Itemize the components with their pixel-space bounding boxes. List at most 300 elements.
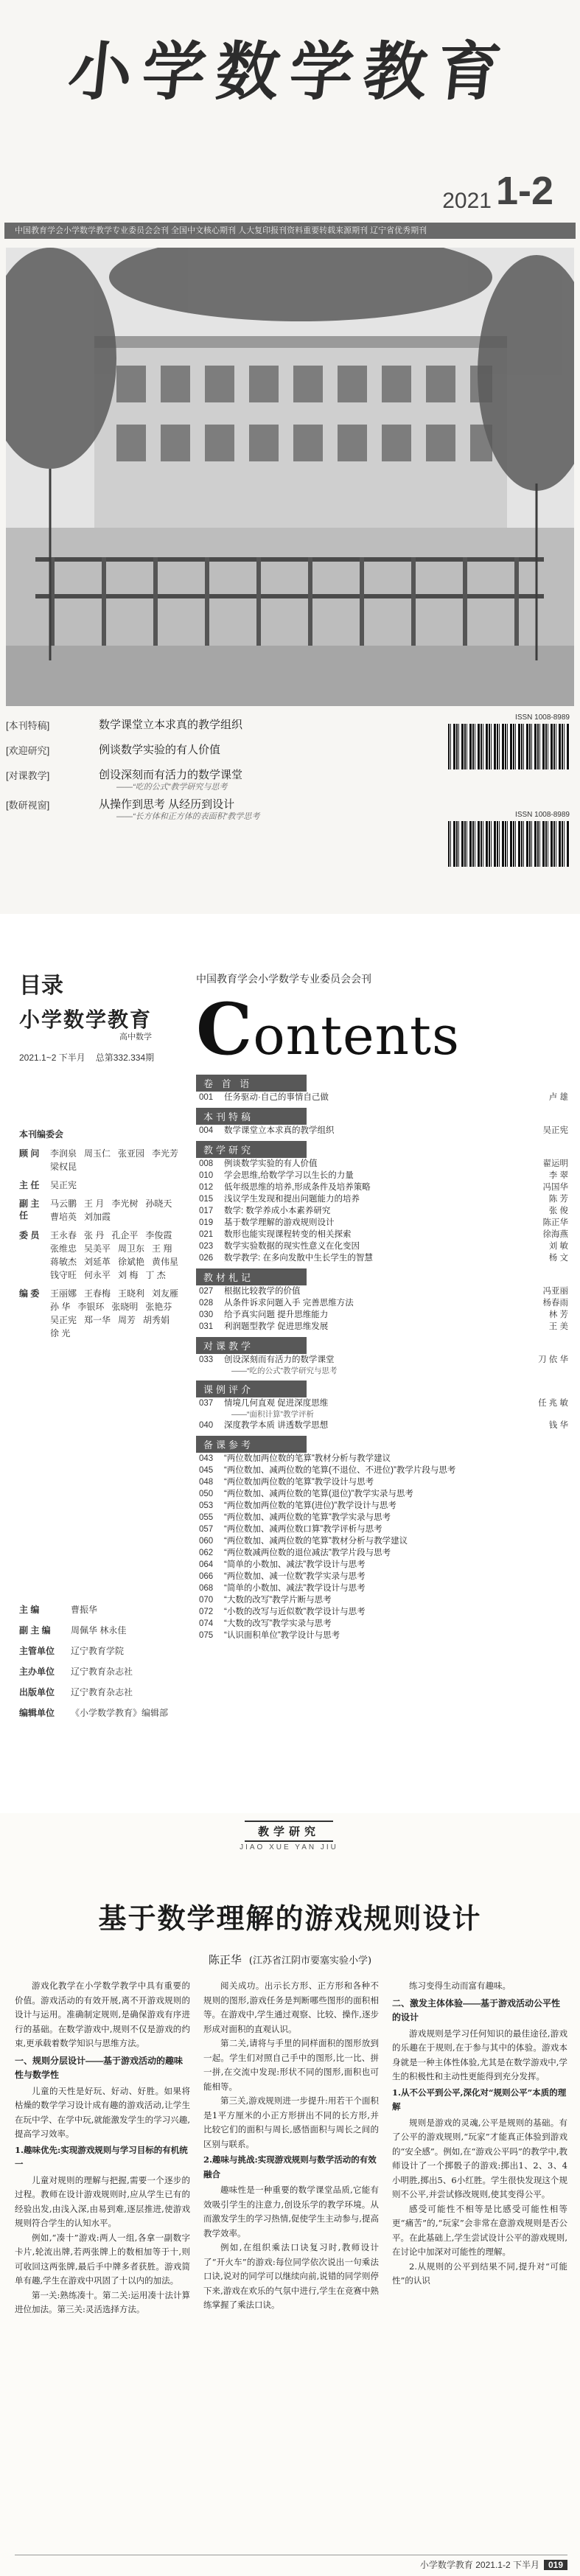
barcode-icon [448,821,570,867]
cover-toc-category: [本刊特稿] [6,720,50,731]
toc-entry-page: 050 [199,1490,214,1498]
toc-entry-page: 057 [199,1525,214,1534]
toc-entry-page: 043 [199,1454,214,1463]
toc-section-heading: 教材札记 [196,1268,307,1285]
cover-toc-item [6,741,419,767]
toc-entry-author [512,1606,568,1618]
toc-section [196,1337,568,1376]
toc-entry-author [512,1476,568,1488]
toc-entry [196,1630,568,1641]
publication-row [19,1624,185,1636]
toc-entry-author [512,1512,568,1523]
toc-entry [196,1476,568,1488]
article-column-3 [392,1979,567,2554]
toc-entry-author [512,1559,568,1571]
editorial-name: 徐 光 [50,1328,71,1338]
cover-page [0,0,580,914]
article-paragraph: 第二关,请将与手里的同样面积的图形放到一起。学生们对照自己手中的图形,比一比、拼一拼,在交流中发现:形状不同的图形,面积也可能相等。 [203,2038,379,2092]
editorial-names [50,1229,185,1281]
toc-section [196,1436,568,1641]
cover-year: 2021 [442,189,492,213]
toc-entry-page: 031 [199,1322,214,1331]
toc-entry-title: 根据比较教学的价值 [224,1287,301,1296]
editorial-name: 王春梅 [84,1288,111,1299]
toc-entry-author: 陈正华 [542,1218,568,1227]
toc-entry-title: 例谈数学实验的有人价值 [224,1159,318,1168]
toc-left-panel [9,914,189,1813]
toc-section [196,1075,568,1103]
editorial-role: 编 委 [19,1288,40,1299]
editorial-name: 李光芳 [152,1148,179,1159]
toc-entry-subtitle: ——“面积计算”教学评析 [231,1410,314,1419]
editorial-names [50,1148,185,1173]
editorial-name: 张艳芬 [145,1302,172,1312]
toc-entry-page: 023 [199,1242,214,1251]
toc-entry-author: 卢 雄 [548,1093,568,1102]
cover-toc-title: 例谈数学实验的有人价值 [99,744,221,756]
toc-entry-author: 张 俊 [548,1207,568,1215]
article-body [15,1979,567,2554]
toc-entry-author: 李 翠 [548,1171,568,1180]
editorial-name: 刘加霞 [84,1212,111,1222]
editorial-role: 副 主 任 [19,1198,40,1221]
editorial-name: 曹培英 [50,1212,77,1222]
toc-entry [196,1252,568,1264]
publication-key: 主管单位 [19,1646,55,1656]
editorial-board-title: 本刊编委会 [19,1129,64,1139]
cover-toc [6,716,419,825]
toc-entry-author [512,1618,568,1630]
cover-toc-item [6,716,419,741]
toc-entry [196,1512,568,1523]
cover-toc-subtitle: ——“吃的公式”教学研究与思考 [116,783,228,792]
editorial-name: 李光树 [111,1198,139,1209]
editorial-name: 王晓利 [118,1288,145,1299]
article-paragraph: 规则是游戏的灵魂,公平是规则的基础。有了公平的游戏规则,“玩家”才能真正体验到游戏的“安全感”。例如,在“游戏公平吗”的教学中,教师设计了一个掷骰子的游戏:掷出1、2、3、4小明胜,掷出5、6小红胜。学生很快发现这个规则不公平,并尝试修改规则,使其变得公平。 [392,2117,567,2199]
cover-toc-subtitle: ——“长方体和正方体的表面积”教学思考 [116,812,260,821]
article-subheading: 二、激发主体体验——基于游戏活动公平性的设计 [392,1997,561,2022]
cover-toc-category: [对课教学] [6,770,50,781]
toc-entry-page: 028 [199,1299,214,1308]
article-subheading: 一、规则分层设计——基于游戏活动的趣味性与数学性 [15,2055,184,2080]
toc-entry [196,1170,568,1181]
toc-entry [196,1523,568,1535]
article-byline [0,1952,580,1967]
toc-org-line: 中国教育学会小学数学专业委员会会刊 [196,973,371,985]
toc-entry [196,1618,568,1630]
toc-entry-title: 数学课堂立本求真的教学组织 [224,1126,335,1135]
toc-list [196,1070,568,1641]
publication-key: 副 主 编 [19,1625,51,1636]
article-paragraph: 趣味性是一种重要的数学课堂品质,它能有效吸引学生的注意力,创设乐学的教学环境。从而激发学生的学习热情,促使学生主动参与,提高教学效率。 [203,2185,379,2238]
cover-toc-category: [数研视窗] [6,800,50,811]
toc-entry [196,1158,568,1170]
cover-toc-title: 数学课堂立本求真的教学组织 [99,719,243,731]
toc-entry [196,1205,568,1217]
toc-entry-author: 任 兆 敏 [538,1399,568,1408]
toc-section [196,1141,568,1264]
toc-entry-title: “认识面积单位”教学设计与思考 [224,1631,340,1640]
toc-entry [196,1594,568,1606]
editorial-name: 王丽娜 [50,1288,77,1299]
toc-entry-author: 翟运明 [542,1159,568,1168]
page-number: 019 [544,2560,567,2570]
publication-row [19,1686,185,1698]
editorial-name: 张晓明 [111,1302,139,1312]
toc-entry-author: 杨春雨 [542,1299,568,1308]
cover-toc-item [6,796,419,825]
article-paragraph: 儿童的天性是好玩、好动、好胜。如果将枯燥的数学学习设计成有趣的游戏活动,让学生在玩中学、在学中玩,就能激发学生的学习兴趣,提高学习效率。 [15,2085,190,2139]
toc-entry-subtitle: ——“吃的公式”教学研究与思考 [231,1366,338,1375]
editorial-names [50,1179,185,1191]
cover-toc-item [6,767,419,796]
toc-entry [196,1285,568,1297]
toc-entry-title: 给予真实问题 提升思维能力 [224,1310,329,1319]
editorial-role: 主 任 [19,1180,40,1190]
toc-entry [196,1535,568,1547]
editorial-name: 刘友雁 [152,1288,179,1299]
publication-value: 辽宁教育杂志社 [71,1666,133,1677]
school-building-illustration [6,248,574,706]
editorial-name: 张维忠 [50,1243,77,1254]
toc-entry-title: 利润题型教学 促进思维发展 [224,1322,329,1331]
editorial-board-row [19,1288,185,1339]
editorial-name: 何永平 [84,1270,111,1280]
toc-entry-page: 037 [199,1399,214,1408]
toc-entry [196,1397,568,1409]
toc-entry-title: “两位数减两位数的退位减法”教学片段与思考 [224,1549,391,1557]
editorial-name: 钱守旺 [50,1270,77,1280]
toc-section-heading: 备课参考 [196,1436,307,1453]
toc-entry-title: 数形也能实现课程转变的相关探索 [224,1230,352,1239]
article-paragraph: 练习变得生动而富有趣味。 [409,1980,511,1991]
toc-entry-page: 075 [199,1631,214,1640]
toc-entry [196,1465,568,1476]
toc-entry [196,1582,568,1594]
toc-section-heading: 卷 首 语 [196,1075,307,1092]
editorial-name: 张 丹 [84,1230,105,1240]
editorial-name: 吴美平 [84,1243,111,1254]
cover-issue-number [442,168,553,214]
toc-entry-author [512,1523,568,1535]
editorial-name: 王 月 [84,1198,105,1209]
article-subheading: 2.趣味与挑战:实现游戏规则与数学活动的有效融合 [203,2154,377,2179]
toc-entry-author: 刀 依 华 [538,1355,568,1364]
page-footer [15,2555,567,2571]
toc-entry [196,1229,568,1240]
toc-entry-page: 062 [199,1549,214,1557]
toc-section [196,1381,568,1431]
article-paragraph: 游戏化教学在小学数学教学中具有重要的价值。游戏活动的有效开展,离不开游戏规则的设计与运用。准确制定规则,是确保游戏有序进行的基础。在数学游戏中,规则不仅是游戏的约束,更承载着数学知识与思维方法。 [15,1980,190,2048]
cover-toc-title: 从操作到思考 从经历到设计 [99,798,235,811]
toc-entry-title: 数学实验数据的现实性意义在化变因 [224,1242,360,1251]
publication-row [19,1603,185,1616]
editorial-name: 郑一华 [84,1315,111,1325]
editorial-name: 黄伟星 [152,1257,179,1267]
contents-heading: Contents [196,988,460,1071]
article-paragraph: 例如,在组织乘法口诀复习时,教师设计了“开火车”的游戏:每位同学依次说出一句乘法口诀,说对的同学可以继续向前,说错的同学则停下来,游戏在欢乐的气氛中进行,学生在竞赛中熟练掌握了乘法口诀。 [203,2242,379,2310]
editorial-name: 王永春 [50,1230,77,1240]
publication-key: 出版单位 [19,1687,55,1697]
toc-entry-page: 066 [199,1572,214,1581]
toc-entry-author: 吴正宪 [542,1126,568,1135]
toc-entry-page: 001 [199,1093,214,1102]
toc-entry-page: 064 [199,1560,214,1569]
toc-entry-author [512,1465,568,1476]
toc-entry-page: 060 [199,1537,214,1546]
toc-section-heading: 对课教学 [196,1337,307,1354]
article-paragraph: 第三关,游戏规则进一步提升:用若干个面积是1平方厘米的小正方形拼出不同的长方形,并比较它们的面积与周长,感悟面积与周长之间的区别与联系。 [203,2095,379,2149]
toc-entry [196,1092,568,1103]
toc-entry-title: 学会思维,给数学学习以生长的力量 [224,1171,354,1180]
toc-entry [196,1240,568,1252]
editorial-board-row [19,1229,185,1281]
toc-entry-title: “简单的小数加、减法”教学设计与思考 [224,1584,366,1593]
toc-entry-title: 创设深刻而有活力的数学课堂 [224,1355,335,1364]
toc-entry [196,1193,568,1205]
toc-entry-title: “大数的改写”教学实录与思考 [224,1619,332,1628]
toc-page [0,914,580,1813]
toc-entry-author: 刘 敏 [548,1242,568,1251]
toc-entry-author: 林 芳 [548,1310,568,1319]
toc-section-heading: 本刊特稿 [196,1108,307,1125]
editorial-board-row [19,1198,185,1223]
editorial-name: 李润泉 [50,1148,77,1159]
editorial-role: 委 员 [19,1230,40,1240]
toc-entry-page: 048 [199,1478,214,1487]
article-paragraph: 感受可能性不相等是比感受可能性相等更“痛苦”的,“玩家”会非常在意游戏规则是否公平。在此基础上,学生尝试设计公平的游戏规则,在讨论中加深对可能性的理解。 [392,2203,567,2257]
publication-value: 曹振华 [71,1605,98,1615]
article-paragraph: 例如,“凑十”游戏:两人一组,各拿一副数字卡片,轮流出牌,若两张牌上的数相加等于十,则可收回这两张牌,最后手中牌多者获胜。游戏简单有趣,学生在游戏中巩固了十以内的加法。 [15,2232,190,2286]
publication-key: 主 编 [19,1605,40,1615]
toc-entry [196,1547,568,1559]
cover-issue: 1-2 [495,169,553,213]
toc-entry-page: 030 [199,1310,214,1319]
toc-entry-title: 从条件诉求问题入手 完善思维方法 [224,1299,354,1308]
barcode-icon [448,724,570,769]
toc-entry [196,1488,568,1500]
toc-entry-title: “两位数加、减两位数的笔算(退位)”教学实录与思考 [224,1490,413,1498]
toc-entry-title: “两位数加、减两位数的笔算(不退位、不进位)”教学片段与思考 [224,1466,456,1475]
toc-entry-page: 033 [199,1355,214,1364]
toc-entry-title: 浅议学生发现和提出问题能力的培养 [224,1195,360,1204]
cover-photo [6,248,574,706]
toc-entry [196,1181,568,1193]
article-paragraph: 阅关成功。出示长方形、正方形和各种不规则的图形,游戏任务是判断哪些图形的面积相等。在游戏中,学生通过观察、比较、操作,逐步形成对面积的直观认识。 [203,1980,379,2034]
toc-entry-title: 深度教学本质 讲透数学思想 [224,1421,329,1430]
editorial-name: 胡秀娟 [143,1315,170,1325]
editorial-name: 刘延革 [84,1257,111,1267]
toc-entry-author [512,1582,568,1594]
publication-key: 主办单位 [19,1666,55,1677]
toc-entry-page: 021 [199,1230,214,1239]
toc-entry-title: “两位数加两位数的笔算”教学设计与思考 [224,1478,374,1487]
toc-section [196,1108,568,1137]
toc-entry-author: 冯国华 [542,1183,568,1192]
editorial-name: 周卫东 [118,1243,145,1254]
toc-entry-page: 012 [199,1183,214,1192]
toc-entry-page: 045 [199,1466,214,1475]
toc-entry-title: 情境几何直观 促进深度思维 [224,1399,329,1408]
editorial-role: 顾 问 [19,1148,40,1159]
toc-entry-author [512,1488,568,1500]
toc-entry-title: “两位数加、减两位数的笔算”教材分析与教学建议 [224,1537,408,1546]
toc-entry [196,1297,568,1309]
publication-key: 编辑单位 [19,1708,55,1718]
toc-entry-title: “两位数加、减一位数”教学实录与思考 [224,1572,366,1581]
article-paragraph: 儿童对规则的理解与把握,需要一个逐步的过程。教师在设计游戏规则时,应从学生已有的经验出发,由浅入深,由易到难,逐层推进,使游戏规则符合学生的认知水平。 [15,2174,190,2228]
editorial-names [50,1288,185,1339]
article-column-2 [203,1979,379,2554]
issn-label: ISSN 1008-8989 [515,811,570,819]
editorial-name: 李俊霞 [145,1230,172,1240]
toc-entry-page: 019 [199,1218,214,1227]
toc-entry-page: 008 [199,1159,214,1168]
editorial-name: 周芳 [118,1315,136,1325]
toc-section-heading: 课例评介 [196,1381,307,1397]
publication-row [19,1706,185,1719]
editorial-name: 蒋敏杰 [50,1257,77,1267]
toc-entry-page: 004 [199,1126,214,1135]
toc-entry-author: 徐海燕 [542,1230,568,1239]
column-tag-pinyin: JIAO XUE YAN JIU [240,1843,338,1851]
barcode-2 [448,811,570,867]
toc-entry-author [512,1630,568,1641]
barcode-1 [448,713,570,769]
editorial-name: 丁 杰 [145,1270,166,1280]
toc-entry-page: 026 [199,1254,214,1263]
editorial-name: 张亚园 [118,1148,145,1159]
toc-entry [196,1559,568,1571]
toc-entry-title: “两位数加、减两位数的笔算”教学实录与思考 [224,1513,391,1522]
toc-entry-title: “两位数加、减两位数口算”教学评析与思考 [224,1525,382,1534]
toc-entry [196,1321,568,1333]
toc-right-panel [193,914,571,1813]
footer-label: 小学数学教育 2021.1-2 下半月 [419,2560,539,2570]
toc-entry-author: 王 美 [548,1322,568,1331]
article-author: 陈正华 [208,1953,242,1966]
editorial-name: 刘 梅 [118,1270,139,1280]
publication-value: 辽宁教育学院 [71,1646,125,1656]
toc-entry [196,1309,568,1321]
toc-entry-title: “大数的改写”教学片断与思考 [224,1596,332,1605]
toc-entry-title: “小数的改写与近似数”教学设计与思考 [224,1608,366,1616]
article-paragraph: 游戏规则是学习任何知识的最佳途径,游戏的乐趣在于规则,在于参与其中的体验。游戏本身就是一种主体性体验,尤其是在数学游戏中,学生的积极性和主动性更能得到充分发挥。 [392,2028,567,2081]
editorial-name: 梁权昆 [50,1162,77,1172]
toc-entry-title: 数学教学: 在多向发散中生长学生的智慧 [224,1254,373,1263]
toc-entry [196,1500,568,1512]
toc-entry [196,1606,568,1618]
toc-entry-page: 070 [199,1596,214,1605]
toc-entry-title: “简单的小数加、减法”教学设计与思考 [224,1560,366,1569]
editorial-board-row [19,1179,185,1191]
toc-entry [196,1453,568,1465]
toc-heading: 目录 [19,973,63,999]
editorial-names [50,1198,185,1223]
editorial-name: 孙 华 [50,1302,71,1312]
toc-section [196,1268,568,1333]
toc-entry-title: 低年级思维的培养,形成条件及培养策略 [224,1183,371,1192]
editorial-name: 徐斌艳 [118,1257,145,1267]
publication-row [19,1644,185,1657]
toc-entry-author [512,1571,568,1582]
toc-entry-author: 陈 芳 [548,1195,568,1204]
editorial-name: 周玉仁 [84,1148,111,1159]
toc-entry [196,1571,568,1582]
editorial-name: 吴正宪 [50,1315,77,1325]
toc-entry-page: 053 [199,1501,214,1510]
toc-entry-page: 017 [199,1207,214,1215]
publication-value: 《小学数学教育》编辑部 [71,1708,169,1718]
article-column-1 [15,1979,190,2554]
article-paragraph: 2.从规则的公平到结果不同,提升对“可能性”的认识 [392,2261,567,2286]
toc-entry-title: 基于数学理解的游戏规则设计 [224,1218,335,1227]
journal-logo-sub: 高中数学 [119,1032,152,1041]
article-paragraph: 第一关:熟练凑十。第二关:运用凑十法计算进位加法。第三关:灵活选择方法。 [15,2289,190,2314]
toc-entry-page: 072 [199,1608,214,1616]
article-title: 基于数学理解的游戏规则设计 [98,1902,482,1935]
toc-entry-page: 074 [199,1619,214,1628]
editorial-name: 王 翔 [152,1243,172,1254]
publication-row [19,1665,185,1678]
article-affiliation: (江苏省江阴市要塞实验小学) [248,1955,372,1966]
publication-info [19,1603,185,1727]
toc-entry-author [512,1453,568,1465]
editorial-name: 吴正宪 [50,1180,77,1190]
cover-toc-category: [欢迎研究] [6,745,50,756]
toc-entry-author [512,1535,568,1547]
toc-entry-page: 040 [199,1421,214,1430]
toc-entry-author: 杨 文 [548,1254,568,1263]
toc-entry-title: 任务驱动·自己的事情自己做 [224,1093,329,1102]
editorial-name: 马云鹏 [50,1198,77,1209]
toc-entry-page: 068 [199,1584,214,1593]
editorial-name: 孙晓天 [145,1198,172,1209]
toc-entry-title: “两位数加两位数的笔算”教材分析与教学建议 [224,1454,391,1463]
toc-entry-page: 027 [199,1287,214,1296]
toc-entry-title: “两位数加两位数的笔算(进位)”教学设计与思考 [224,1501,396,1510]
toc-entry [196,1420,568,1431]
cover-masthead: 小学数学教育 [64,35,515,109]
article-subheading: 1.趣味优先:实现游戏规则与学习目标的有机统一 [15,2144,188,2169]
publication-value: 辽宁教育杂志社 [71,1687,133,1697]
toc-entry [196,1125,568,1137]
editorial-name: 孔企平 [111,1230,139,1240]
toc-entry-author [512,1547,568,1559]
column-tag [215,1821,363,1851]
column-tag-zh: 教学研究 [245,1821,333,1842]
toc-section-heading: 教学研究 [196,1141,307,1158]
journal-logo: 小学数学教育 [19,1008,153,1032]
publication-value: 周佩华 林永佳 [71,1625,127,1636]
toc-entry-title: 数学: 数学养成小本素养研究 [224,1207,331,1215]
article-subheading: 1.从不公平到公平,深化对“规则公平”本质的理解 [392,2087,567,2112]
toc-issue-line: 2021.1~2 下半月 总第332.334期 [19,1053,155,1063]
editorial-name: 李银环 [77,1302,105,1312]
editorial-board [19,1128,185,1346]
toc-entry-page: 055 [199,1513,214,1522]
issn-label: ISSN 1008-8989 [515,713,570,722]
editorial-board-row [19,1148,185,1173]
article-page [0,1813,580,2576]
toc-entry-page: 010 [199,1171,214,1180]
cover-toc-title: 创设深刻而有活力的数学课堂 [99,769,243,781]
toc-entry-author [512,1594,568,1606]
toc-entry-page: 015 [199,1195,214,1204]
cover-info-band: 中国教育学会小学数学教学专业委员会会刊 全国中文核心期刊 人大复印报刊资料重要转载来源期刊 辽宁省优秀期刊 [4,223,576,239]
toc-entry [196,1354,568,1366]
toc-entry-author: 冯亚丽 [542,1287,568,1296]
